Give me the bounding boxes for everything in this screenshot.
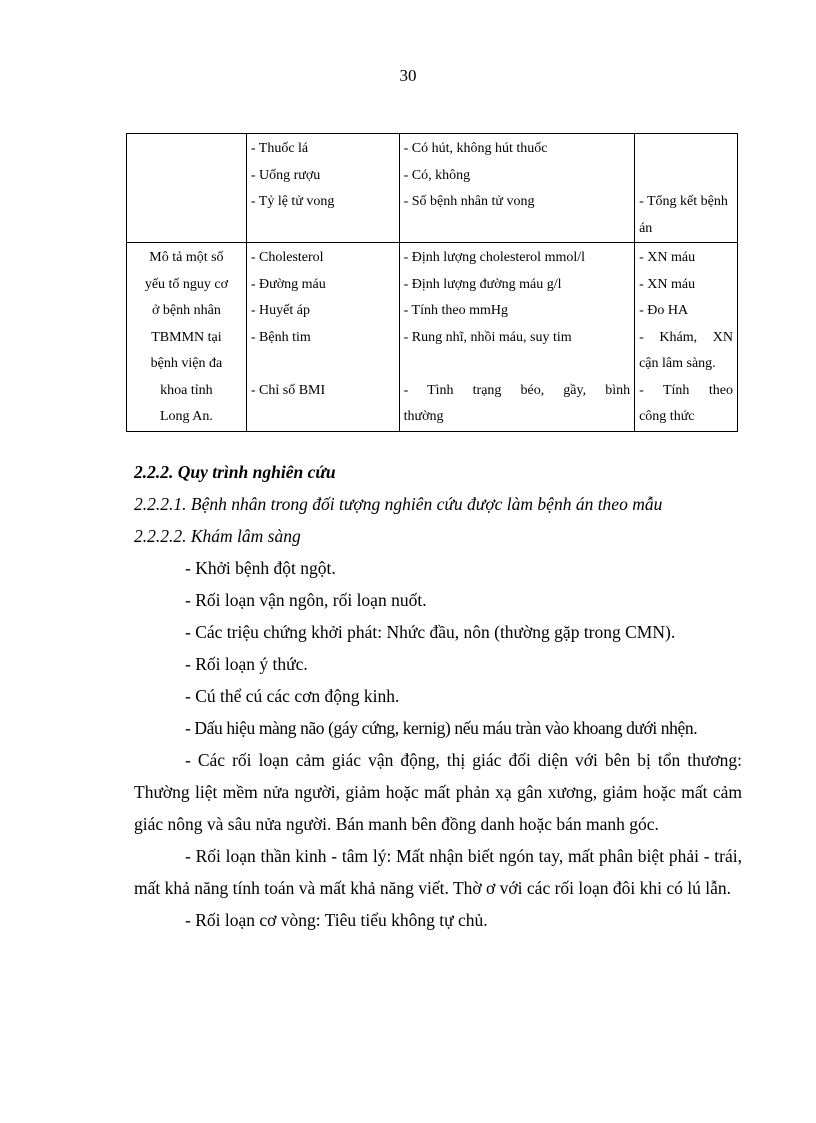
table-cell-methods <box>635 134 738 243</box>
subsection-heading: 2.2.2.2. Khám lâm sàng <box>134 526 301 546</box>
cell-line: - Bệnh tim <box>250 329 311 345</box>
cell-line: - Định lượng cholesterol mmol/l <box>403 250 586 265</box>
cell-line: - Tình trạng béo, gầy, bình <box>403 382 631 398</box>
table-cell-variables <box>246 243 399 432</box>
list-item: - Dấu hiệu màng não (gáy cứng, kernig) nếu máu tràn vào khoang dưới nhện. <box>185 718 698 738</box>
cell-line: - Đo HA <box>639 303 689 318</box>
cell-line: - Khám, XN <box>639 329 733 345</box>
cell-line: - Cholesterol <box>250 250 324 265</box>
cell-line: - Uống rượu <box>250 167 321 183</box>
cell-line: - Tỷ lệ tử vong <box>250 194 335 209</box>
cell-line: - Rung nhĩ, nhồi máu, suy tim <box>403 329 572 345</box>
list-item: - Rối loạn thần kinh - tâm lý: Mất nhận biết ngón tay, mất phân biệt phải - trái, mất khả năng tính toán và mất khả năng viết. Thờ ơ với các rối loạn đôi khi có lú lẫn. <box>134 846 742 898</box>
table-row <box>127 134 738 243</box>
cell-line: công thức <box>639 409 695 424</box>
cell-line: - Chỉ số BMI <box>250 382 326 398</box>
table-cell-indicators <box>399 243 634 432</box>
table-cell-methods <box>635 243 738 432</box>
cell-line: khoa tỉnh <box>160 382 213 398</box>
table-cell-indicators <box>399 134 634 243</box>
cell-line: - Tính theo <box>639 382 733 398</box>
section-body <box>134 456 742 936</box>
cell-line: án <box>639 220 653 236</box>
list-item: - Rối loạn ý thức. <box>185 654 308 674</box>
cell-line: cận lâm sàng. <box>639 356 716 371</box>
cell-line: - Số bệnh nhân tử vong <box>403 194 535 209</box>
list-item: - Các rối loạn cảm giác vận động, thị giác đối diện với bên bị tổn thương: Thường liệt mềm nửa người, giảm hoặc mất phản xạ gân xương, giảm hoặc mất cảm giác nông và sâu nửa người. Bán manh bên đồng danh hoặc bán manh góc. <box>134 750 742 834</box>
cell-line: Mô tả một số <box>149 250 224 265</box>
cell-line: ở bệnh nhân <box>152 303 221 318</box>
cell-line: bệnh viện đa <box>150 356 223 371</box>
section-heading: 2.2.2. Quy trình nghiên cứu <box>134 462 336 482</box>
cell-line: - Tổng kết bệnh <box>639 194 728 209</box>
variables-table <box>126 133 738 432</box>
cell-line: yếu tố nguy cơ <box>144 276 229 292</box>
cell-line: - XN máu <box>639 250 696 265</box>
cell-line: Long An. <box>159 409 213 424</box>
table-row <box>127 243 738 432</box>
cell-line: - XN máu <box>639 276 696 292</box>
table-cell-objective <box>127 134 247 243</box>
subsection-heading: 2.2.2.1. Bệnh nhân trong đối tượng nghiên cứu được làm bệnh án theo mẫu <box>134 494 663 514</box>
list-item: - Cú thể cú các cơn động kinh. <box>185 686 400 706</box>
cell-line: - Có, không <box>403 167 471 183</box>
cell-line: thường <box>403 409 444 424</box>
cell-line: - Huyết áp <box>250 303 310 318</box>
list-item: - Khởi bệnh đột ngột. <box>185 558 336 578</box>
list-item: - Các triệu chứng khởi phát: Nhức đầu, nôn (thường gặp trong CMN). <box>185 622 676 642</box>
cell-line: - Tính theo mmHg <box>403 303 508 318</box>
list-item: - Rối loạn cơ vòng: Tiêu tiểu không tự chủ. <box>185 910 488 930</box>
table-cell-variables <box>246 134 399 243</box>
cell-line: TBMMN tại <box>151 329 222 345</box>
cell-line: - Có hút, không hút thuốc <box>403 141 548 156</box>
page-number: 30 <box>399 66 417 85</box>
cell-line: - Đường máu <box>250 276 326 292</box>
cell-line: - Thuốc lá <box>250 141 309 156</box>
cell-line: - Định lượng đường máu g/l <box>403 276 562 292</box>
list-item: - Rối loạn vận ngôn, rối loạn nuốt. <box>185 590 427 610</box>
table-cell-objective <box>127 243 247 432</box>
